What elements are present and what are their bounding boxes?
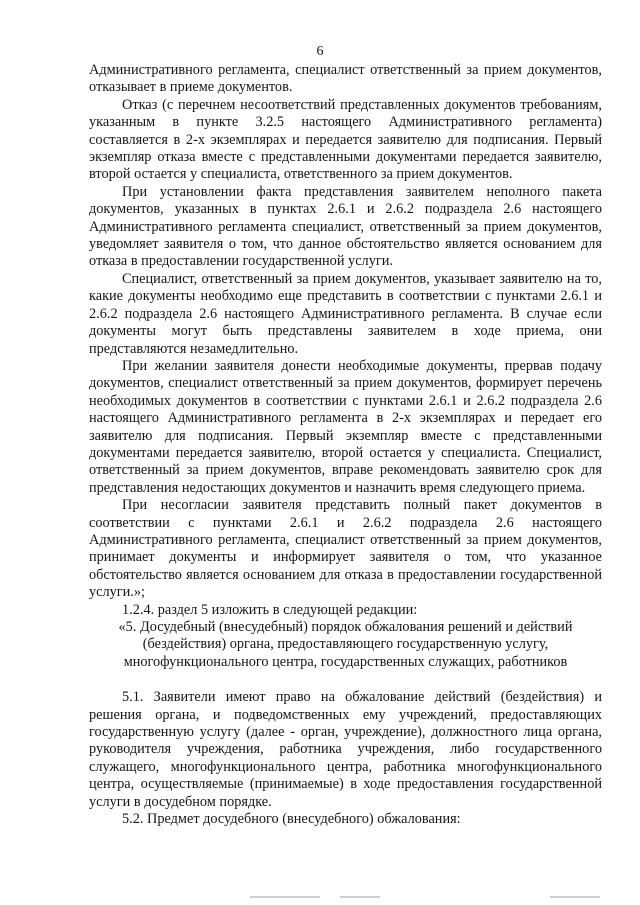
paragraph-incomplete-package: При установлении факта представления заявителем неполного пакета документов, указанных в пунктах 2.6.1 и 2.6.2 подраздела 2.6 настоящего Административного регламента специалист, ответственный за прием документов, уведомляет заявителя о том, что данное обстоятельство является основанием для отказа в предоставлении государственной услуги. <box>89 183 602 270</box>
paragraph-applicant-wish: При желании заявителя донести необходимые документы, прервав подачу документов, специалист ответственный за прием документов, формирует перечень необходимых документов в соответствии с пунктами 2.6.1 и 2.6.2 подраздела 2.6 настоящего Административного регламента в 2-х экземплярах и передает его заявителю для подписания. Первый экземпляр вместе с представленными документами передается заявителю, второй остается у специалиста. Специалист, ответственный за прием документов, вправе рекомендовать заявителю срок для представления недостающих документов и назначить время следующего приема. <box>89 357 602 496</box>
paragraph-specialist-indicates: Специалист, ответственный за прием документов, указывает заявителю на то, какие документы необходимо еще представить в соответствии с пунктами 2.6.1 и 2.6.2 подраздела 2.6 настоящего Административного регламента. В случае если документы могут быть представлены заявителем в ходе приема, они представляются незамедлительно. <box>89 270 602 357</box>
paragraph-5-2: 5.2. Предмет досудебного (внесудебного) обжалования: <box>122 811 461 828</box>
paragraph-amendment-1-2-4: 1.2.4. раздел 5 изложить в следующей редакции: <box>122 601 418 618</box>
section-5-heading: «5. Досудебный (внесудебный) порядок обжалования решений и действий (бездействия) органа, предоставляющего государственную услугу, многофункционального центра, государственных служащих, работников <box>118 619 573 670</box>
paragraph-applicant-disagreement: При несогласии заявителя представить полный пакет документов в соответствии с пунктами 2.6.1 и 2.6.2 подраздела 2.6 настоящего Административного регламента, специалист ответственный за прием документов, принимает документы и информирует заявителя о том, что указанное обстоятельство является основанием для отказа в предоставлении государственной услуги.»; <box>89 497 602 601</box>
scan-footer-marks <box>250 896 610 900</box>
paragraph-5-1: 5.1. Заявители имеют право на обжалование действий (бездействия) и решения органа, и подведомственных ему учреждений, предоставляющих государственную услугу (далее - орган, учреждение), должностного лица органа, руководителя учреждения, работника учреждения, либо государственного служащего, многофункционального центра, работника многофункционального центра, осуществляемые (принимаемые) в ходе предоставления государственной услуги в досудебном порядке. <box>89 689 602 810</box>
document-body <box>89 62 602 828</box>
paragraph-continuation: Административного регламента, специалист ответственный за прием документов, отказывает в приеме документов. <box>89 62 602 96</box>
paragraph-refusal: Отказ (с перечнем несоответствий представленных документов требованиям, указанным в пункте 3.2.5 настоящего Административного регламента) составляется в 2-х экземплярах и передается заявителю для подписания. Первый экземпляр отказа вместе с представленными документами передается заявителю, второй остается у специалиста, ответственного за прием документов. <box>89 96 602 183</box>
page-number: 6 <box>316 44 324 59</box>
